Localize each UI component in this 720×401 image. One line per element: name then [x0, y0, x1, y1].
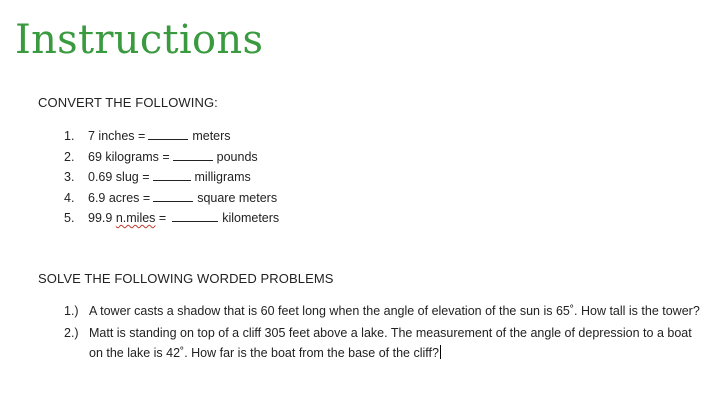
conversion-unit: pounds	[216, 149, 258, 164]
word-problem-text: A tower casts a shadow that is 60 feet long when the angle of elevation of the sun is 65˚. How tall is the tower?	[89, 304, 700, 318]
conversion-list	[64, 126, 279, 229]
answer-blank[interactable]	[173, 148, 213, 161]
list-number: 4.	[64, 190, 75, 205]
answer-blank[interactable]	[172, 209, 218, 222]
conversion-item-1	[64, 126, 279, 147]
conversion-item-5	[64, 208, 279, 229]
conversion-item-3	[64, 167, 279, 188]
conversion-equals: =	[158, 211, 167, 225]
conversion-unit: square meters	[197, 190, 278, 205]
list-number: 5.	[64, 211, 75, 225]
list-number: 2.)	[64, 325, 79, 340]
list-number: 2.	[64, 149, 75, 164]
conversion-unit: milligrams	[194, 170, 251, 184]
answer-blank[interactable]	[153, 168, 191, 181]
list-number: 1.)	[64, 304, 79, 318]
list-number: 3.	[64, 170, 75, 184]
text-cursor	[440, 345, 441, 359]
word-problem-list	[64, 301, 704, 365]
list-number: 1.	[64, 129, 75, 143]
word-problem-text: Matt is standing on top of a cliff 305 feet above a lake. The measurement of the angle of depression to a boat on the lake is 42˚. How far is the boat from the base of the cliff?	[89, 325, 692, 360]
conversion-prefix: 6.9 acres =	[88, 190, 151, 205]
conversion-prefix: 69 kilograms =	[88, 149, 170, 164]
conversion-unit: kilometers	[222, 211, 280, 225]
word-problem-2	[64, 323, 704, 364]
answer-blank[interactable]	[148, 127, 188, 140]
conversion-unit: meters	[192, 129, 231, 143]
answer-blank[interactable]	[153, 189, 193, 202]
word-problem-1	[64, 301, 704, 322]
page-title: Instructions	[15, 17, 264, 63]
conversion-prefix: 7 inches =	[88, 129, 146, 143]
spellcheck-word[interactable]: n.miles	[115, 211, 156, 225]
word-problems-heading: SOLVE THE FOLLOWING WORDED PROBLEMS	[38, 271, 334, 286]
conversion-prefix: 99.9	[88, 211, 113, 225]
conversion-item-4	[64, 188, 279, 209]
conversion-item-2	[64, 147, 279, 168]
conversion-prefix: 0.69 slug =	[88, 170, 150, 184]
conversion-heading: CONVERT THE FOLLOWING:	[38, 95, 218, 110]
